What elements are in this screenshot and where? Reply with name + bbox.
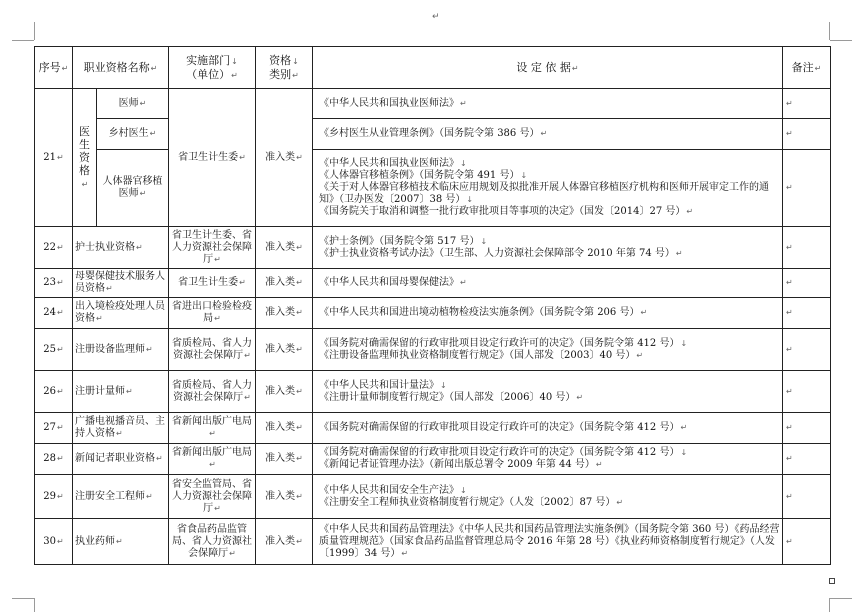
remark: ↵	[783, 119, 831, 150]
header-dept: 实施部门↓ （单位）↵	[169, 47, 256, 89]
row-number: 21↵	[35, 89, 73, 227]
table-row	[35, 298, 831, 329]
remark: ↵	[783, 475, 831, 519]
qualification-category: 准入类↵	[256, 519, 313, 565]
remark: ↵	[783, 413, 831, 444]
remark: ↵	[783, 329, 831, 371]
remark: ↵	[783, 444, 831, 475]
legal-basis: 《中华人民共和国安全生产法》↓ 《注册安全工程师执业资格制度暂行规定》（人发〔2002〕87 号）↵	[313, 475, 783, 519]
qualification-name: 护士执业资格↵	[73, 227, 169, 269]
table-row	[35, 119, 831, 150]
legal-basis: 《乡村医生从业管理条例》（国务院令第 386 号）↵	[313, 119, 783, 150]
legal-basis: 《中华人民共和国执业医师法》↓ 《人体器官移植条例》（国务院令第 491 号）↓ 《关于对人体器官移植技术临床应用规划及拟批准开展人体器官移植医疗机构和医师开展审定工作的通知》（卫办医发〔2007〕38 号）↓ 《国务院关于取消和调整一批行政审批项目等事项的决定》（国发〔2014〕27 号）↵	[313, 150, 783, 227]
crop-mark-top-right-h	[830, 40, 852, 41]
qualification-name: 注册安全工程师↵	[73, 475, 169, 519]
implementing-dept: 省卫生计生委、省人力资源社会保障厅↵	[169, 227, 256, 269]
row-number: 27↵	[35, 413, 73, 444]
qualification-category: 准入类↵	[256, 371, 313, 413]
implementing-dept: 省质检局、省人力资源社会保障厅↵	[169, 329, 256, 371]
table-row	[35, 329, 831, 371]
qualification-category: 准入类↵	[256, 444, 313, 475]
legal-basis: 《国务院对确需保留的行政审批项目设定行政许可的决定》（国务院令第 412 号）↓ 《新闻记者证管理办法》（新闻出版总署令 2009 年第 44 号）↵	[313, 444, 783, 475]
row-number: 29↵	[35, 475, 73, 519]
table-row	[35, 269, 831, 298]
legal-basis: 《中华人民共和国进出境动植物检疫法实施条例》（国务院令第 206 号）↵	[313, 298, 783, 329]
qualification-category: 准入类↵	[256, 298, 313, 329]
implementing-dept: 省新闻出版广电局↵	[169, 413, 256, 444]
crop-mark-bottom-right-v	[829, 598, 830, 612]
qualification-name: 出入境检疫处理人员资格↵	[73, 298, 169, 329]
crop-mark-top-left-h	[12, 40, 34, 41]
qualification-category: 准入类↵	[256, 89, 313, 227]
qualification-category: 准入类↵	[256, 269, 313, 298]
implementing-dept: 省食品药品监管局、省人力资源社会保障厅↵	[169, 519, 256, 565]
crop-mark-bottom-left-h	[12, 598, 34, 599]
header-remark: 备注↵	[783, 47, 831, 89]
implementing-dept: 省卫生计生委↵	[169, 89, 256, 227]
row-number: 25↵	[35, 329, 73, 371]
row-number: 26↵	[35, 371, 73, 413]
remark: ↵	[783, 269, 831, 298]
qualification-name: 母婴保健技术服务人员资格↵	[73, 269, 169, 298]
qualification-category: 准入类↵	[256, 227, 313, 269]
row-number: 22↵	[35, 227, 73, 269]
qualification-group: 医生资格↵	[73, 89, 97, 227]
header-category: 资格↓ 类别↵	[256, 47, 313, 89]
legal-basis: 《中华人民共和国计量法》↓ 《注册计量师制度暂行规定》（国人部发〔2006〕40 号）↵	[313, 371, 783, 413]
table-row	[35, 371, 831, 413]
crop-mark-top-right-v	[829, 22, 830, 40]
row-number: 28↵	[35, 444, 73, 475]
row-number: 23↵	[35, 269, 73, 298]
implementing-dept: 省安全监管局、省人力资源社会保障厅↵	[169, 475, 256, 519]
remark: ↵	[783, 298, 831, 329]
table-row	[35, 475, 831, 519]
sub-qualification-name: 乡村医生↵	[97, 119, 169, 150]
qualification-name: 广播电视播音员、主持人资格↵	[73, 413, 169, 444]
paragraph-mark: ↵	[432, 12, 440, 22]
qualification-category: 准入类↵	[256, 329, 313, 371]
legal-basis: 《中华人民共和国执业医师法》↵	[313, 89, 783, 119]
header-no: 序号↵	[35, 47, 73, 89]
implementing-dept: 省新闻出版广电局↵	[169, 444, 256, 475]
table-row	[35, 519, 831, 565]
end-of-table-marker	[829, 578, 835, 584]
qualification-table	[34, 46, 831, 565]
remark: ↵	[783, 227, 831, 269]
remark: ↵	[783, 519, 831, 565]
qualification-name: 执业药师↵	[73, 519, 169, 565]
remark: ↵	[783, 89, 831, 119]
qualification-category: 准入类↵	[256, 475, 313, 519]
table-row	[35, 89, 831, 119]
qualification-category: 准入类↵	[256, 413, 313, 444]
qualification-name: 新闻记者职业资格↵	[73, 444, 169, 475]
legal-basis: 《中华人民共和国药品管理法》《中华人民共和国药品管理法实施条例》（国务院令第 360 号）《药品经营质量管理规范》（国家食品药品监督管理总局令 2016 年第 28 号）《执业药师资格制度暂行规定》（人发〔1999〕34 号）↵	[313, 519, 783, 565]
implementing-dept: 省质检局、省人力资源社会保障厅↵	[169, 371, 256, 413]
sub-qualification-name: 医师↵	[97, 89, 169, 119]
crop-mark-bottom-right-h	[830, 598, 852, 599]
table-row	[35, 444, 831, 475]
legal-basis: 《国务院对确需保留的行政审批项目设定行政许可的决定》（国务院令第 412 号）↓ 《注册设备监理师执业资格制度暂行规定》（国人部发〔2003〕40 号）↵	[313, 329, 783, 371]
remark: ↵	[783, 371, 831, 413]
qualification-name: 注册设备监理师↵	[73, 329, 169, 371]
sub-qualification-name: 人体器官移植医师↵	[97, 150, 169, 227]
implementing-dept: 省卫生计生委↵	[169, 269, 256, 298]
qualification-name: 注册计量师↵	[73, 371, 169, 413]
legal-basis: 《中华人民共和国母婴保健法》↵	[313, 269, 783, 298]
table-header-row	[35, 47, 831, 89]
table-row	[35, 227, 831, 269]
crop-mark-top-left-v	[34, 22, 35, 40]
table-row	[35, 413, 831, 444]
remark: ↵	[783, 150, 831, 227]
header-basis: 设 定 依 据↵	[313, 47, 783, 89]
row-number: 24↵	[35, 298, 73, 329]
legal-basis: 《国务院对确需保留的行政审批项目设定行政许可的决定》（国务院令第 412 号）↵	[313, 413, 783, 444]
header-name: 职业资格名称↵	[73, 47, 169, 89]
row-number: 30↵	[35, 519, 73, 565]
table-row	[35, 150, 831, 227]
legal-basis: 《护士条例》（国务院令第 517 号）↓ 《护士执业资格考试办法》（卫生部、人力资源社会保障部令 2010 年第 74 号）↵	[313, 227, 783, 269]
crop-mark-bottom-left-v	[34, 598, 35, 612]
implementing-dept: 省进出口检验检疫局↵	[169, 298, 256, 329]
